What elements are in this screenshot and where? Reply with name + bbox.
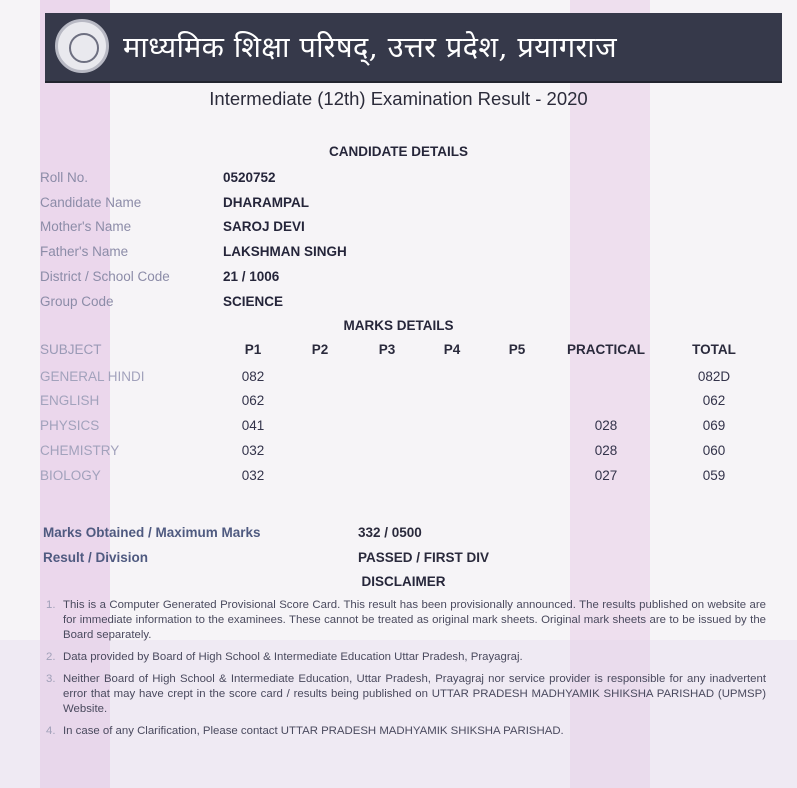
list-text: In case of any Clarification, Please contact UTTAR PRADESH MADHYAMIK SHIKSHA PARISHAD. [63,725,564,737]
subject-cell: GENERAL HINDI [40,369,145,384]
list-item [40,650,766,665]
exam-title: Intermediate (12th) Examination Result - 2020 [209,88,588,109]
list-text: This is a Computer Generated Provisional Score Card. This result has been provisionally announced. The results published on website are for immediate information to the examinees. These cannot be treated as original mark sheets. Original mark sheets are to be issued by the Board separately. [63,599,766,641]
marks-obtained-value: 332 / 0500 [358,525,422,540]
disclaimer-list [40,598,766,746]
header-banner [45,13,782,83]
p1-cell: 032 [241,468,265,483]
list-number: 1. [46,599,56,611]
father-name-value: LAKSHMAN SINGH [223,244,347,259]
candidate-name-value: DHARAMPAL [223,195,309,210]
subject-cell: CHEMISTRY [40,443,120,458]
practical-cell: 028 [594,418,618,433]
list-item [40,672,766,717]
total-cell: 059 [702,468,726,483]
candidate-details-heading: CANDIDATE DETAILS [329,144,468,159]
list-number: 3. [46,673,56,685]
total-cell: 062 [702,393,726,408]
mother-name-label: Mother's Name [40,219,132,234]
practical-cell: 028 [594,443,618,458]
list-number: 4. [46,725,56,737]
column-header-p4: P4 [443,342,461,357]
p1-cell: 062 [241,393,265,408]
subject-cell: ENGLISH [40,393,100,408]
board-emblem-icon [55,19,109,73]
subject-cell: PHYSICS [40,418,100,433]
group-code-label: Group Code [40,294,114,309]
marks-obtained-label: Marks Obtained / Maximum Marks [43,525,261,540]
practical-cell: 027 [594,468,618,483]
father-name-label: Father's Name [40,244,129,259]
result-division-value: PASSED / FIRST DIV [358,550,490,565]
list-item [40,724,766,739]
list-number: 2. [46,651,56,663]
total-cell: 060 [702,443,726,458]
column-header-total: TOTAL [692,342,736,357]
total-cell: 069 [702,418,726,433]
district-school-code-value: 21 / 1006 [223,269,280,284]
p1-cell: 041 [241,418,265,433]
roll-no-value: 0520752 [223,170,276,185]
subject-cell: BIOLOGY [40,468,101,483]
result-division-label: Result / Division [43,550,149,565]
column-header-p2: P2 [311,342,329,357]
list-text: Neither Board of High School & Intermediate Education, Uttar Pradesh, Prayagraj nor service provider is responsible for any inadvertent error that may have crept in the score card / results being published on UTTAR PRADESH MADHYAMIK SHIKSHA PARISHAD (UPMSP) Website. [63,673,766,715]
p1-cell: 082 [241,369,265,384]
disclaimer-heading: DISCLAIMER [361,574,446,589]
marks-details-heading: MARKS DETAILS [343,318,454,333]
roll-no-label: Roll No. [40,170,89,185]
mother-name-value: SAROJ DEVI [223,219,305,234]
board-name: माध्यमिक शिक्षा परिषद्, उत्तर प्रदेश, प्रयागराज [123,30,617,64]
column-header-practical: PRACTICAL [567,342,645,357]
column-header-subject: SUBJECT [40,342,102,357]
district-school-code-label: District / School Code [40,269,170,284]
column-header-p3: P3 [378,342,396,357]
total-cell: 082D [697,369,731,384]
list-text: Data provided by Board of High School & Intermediate Education Uttar Pradesh, Prayagraj. [63,651,523,663]
group-code-value: SCIENCE [223,294,284,309]
column-header-p1: P1 [244,342,262,357]
p1-cell: 032 [241,443,265,458]
candidate-name-label: Candidate Name [40,195,142,210]
column-header-p5: P5 [508,342,526,357]
list-item [40,598,766,643]
